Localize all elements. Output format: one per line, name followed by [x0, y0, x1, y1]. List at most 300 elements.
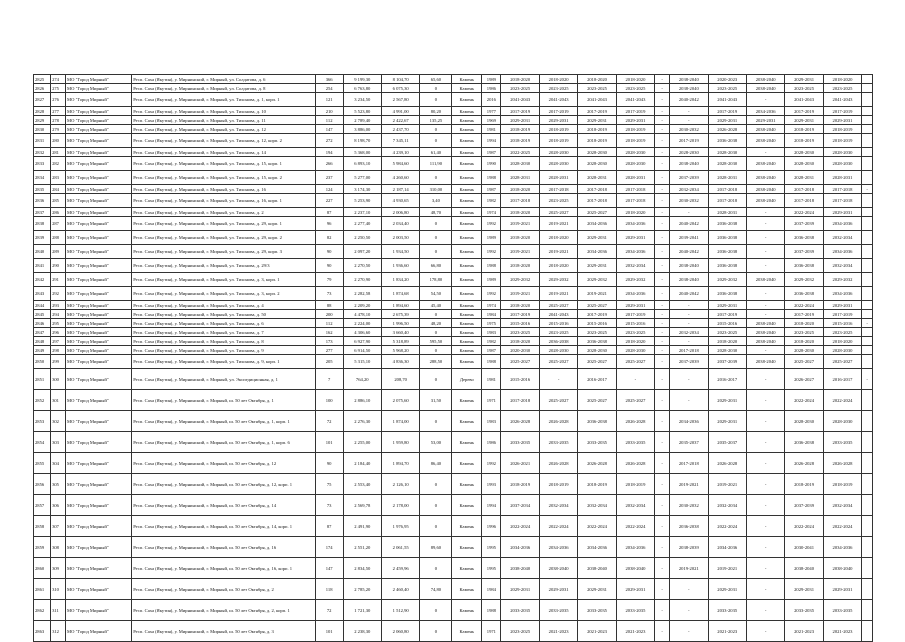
cell-period-9: 2037-2039	[785, 245, 823, 259]
cell-municipality: МО "Город Мирный"	[66, 390, 132, 411]
cell-period-5: -	[655, 558, 670, 579]
cell-nonresidential-area: 0	[420, 369, 452, 390]
cell-municipality: МО "Город Мирный"	[66, 453, 132, 474]
cell-living-area: 3 660,40	[381, 328, 419, 337]
table-row	[34, 495, 873, 516]
cell-wall-material: Камень	[452, 474, 482, 495]
cell-period-2: 2033-2035	[539, 600, 577, 621]
cell-residents: 87	[315, 516, 343, 537]
cell-period-1: 2018-2020	[501, 75, 539, 84]
cell-nonresidential-area: 0	[420, 474, 452, 495]
cell-total-area: 2 237,10	[343, 208, 381, 217]
cell-row-number: 2854	[34, 432, 51, 453]
cell-period-3: 2016-2017	[578, 369, 616, 390]
cell-address: Респ. Саха (Якутия), у. Мирнинский, г. Мирный, ул. Тихонова, д. 16	[132, 185, 316, 194]
cell-period-9: 2023-2025	[785, 84, 823, 93]
table-row	[34, 171, 873, 185]
cell-period-4: 2025-2027	[616, 390, 654, 411]
cell-residents: 121	[315, 93, 343, 107]
table-row	[34, 231, 873, 245]
cell-period-10: 2018-2019	[823, 125, 861, 134]
cell-address: Респ. Саха (Якутия), у. Мирнинский, г. Мирный, ул. Тихонова, д. 14	[132, 148, 316, 157]
cell-nonresidential-area: 53,00	[420, 432, 452, 453]
cell-residents: 90	[315, 245, 343, 259]
cell-period-2: 2041-2043	[539, 93, 577, 107]
cell-address: Респ. Саха (Якутия), у. Мирнинский, г. Мирный, ш. 50 лет Октября, д. 16, корп. 1	[132, 558, 316, 579]
cell-period-6: -	[670, 208, 708, 217]
cell-residents: 87	[315, 208, 343, 217]
cell-row-number: 2839	[34, 231, 51, 245]
cell-nonresidential-area: 0	[420, 411, 452, 432]
cell-period-2: 2028-2030	[539, 148, 577, 157]
cell-build-year: 1986	[482, 84, 501, 93]
cell-wall-material: Камень	[452, 245, 482, 259]
cell-build-year: 1987	[482, 346, 501, 355]
cell-living-area: 7 345,11	[381, 134, 419, 148]
cell-total-area: 5 315,10	[343, 355, 381, 369]
cell-residents: 112	[315, 116, 343, 125]
cell-remark	[862, 537, 873, 558]
cell-period-4: 2018-2020	[616, 208, 654, 217]
cell-remark	[862, 245, 873, 259]
cell-period-6: -	[670, 600, 708, 621]
cell-remark	[862, 600, 873, 621]
cell-item-number: 294	[51, 310, 66, 319]
cell-build-year: 1983	[482, 328, 501, 337]
cell-municipality: МО "Город Мирный"	[66, 107, 132, 116]
cell-address: Респ. Саха (Якутия), у. Мирнинский, г. Мирный, ул. Тихонова, д. 3, корп. 2	[132, 287, 316, 301]
cell-address: Респ. Саха (Якутия), у. Мирнинский, г. Мирный, ул. Тихонова, д. 1, корп. 1	[132, 93, 316, 107]
cell-remark	[862, 310, 873, 319]
cell-period-8: -	[746, 495, 784, 516]
cell-living-area: 2 187,14	[381, 185, 419, 194]
cell-residents: 100	[315, 390, 343, 411]
cell-period-2: 2022-2024	[539, 516, 577, 537]
cell-living-area: 1 934,50	[381, 245, 419, 259]
cell-build-year: 1996	[482, 516, 501, 537]
cell-item-number: 296	[51, 328, 66, 337]
cell-period-1: 2033-2035	[501, 600, 539, 621]
cell-living-area: 1 512,90	[381, 600, 419, 621]
cell-period-3: 2029-2032	[578, 273, 616, 287]
cell-period-5: -	[655, 516, 670, 537]
cell-period-5: -	[655, 107, 670, 116]
cell-municipality: МО "Город Мирный"	[66, 346, 132, 355]
cell-period-10: 2023-2025	[823, 328, 861, 337]
cell-living-area: 2 422,67	[381, 116, 419, 125]
cell-build-year: 1992	[482, 245, 501, 259]
cell-period-3: 2034-2036	[578, 537, 616, 558]
cell-period-8: -	[746, 579, 784, 600]
cell-period-9: 2037-2039	[785, 217, 823, 231]
cell-residents: 147	[315, 125, 343, 134]
cell-period-1: 2018-2020	[501, 185, 539, 194]
cell-address: Респ. Саха (Якутия), у. Мирнинский, г. Мирный, ул. Тихонова, д. 9	[132, 346, 316, 355]
cell-period-7: 2029-2031	[708, 116, 746, 125]
cell-nonresidential-area: 0	[420, 134, 452, 148]
cell-period-1: 2022-2025	[501, 148, 539, 157]
cell-period-4: 2028-2030	[616, 148, 654, 157]
cell-municipality: МО "Город Мирный"	[66, 116, 132, 125]
cell-row-number: 2840	[34, 245, 51, 259]
cell-period-6: -	[670, 337, 708, 346]
cell-period-1: 2028-2031	[501, 171, 539, 185]
cell-total-area: 2 250,50	[343, 231, 381, 245]
cell-period-3: 2028-2030	[578, 148, 616, 157]
cell-period-7: 2032-2034	[708, 495, 746, 516]
cell-period-8: 2038-2040	[746, 75, 784, 84]
cell-period-10: 2029-2031	[823, 579, 861, 600]
cell-wall-material: Камень	[452, 355, 482, 369]
cell-period-1: 2029-2031	[501, 116, 539, 125]
table-row	[34, 579, 873, 600]
cell-period-6: 2030-2032	[670, 125, 708, 134]
cell-wall-material: Камень	[452, 84, 482, 93]
cell-period-10: 2022-2024	[823, 516, 861, 537]
cell-period-10: 2034-2036	[823, 245, 861, 259]
cell-item-number: 276	[51, 93, 66, 107]
cell-remark	[862, 125, 873, 134]
cell-row-number: 2856	[34, 474, 51, 495]
cell-period-6: -	[670, 621, 708, 642]
cell-period-7: 2041-2043	[708, 93, 746, 107]
cell-item-number: 292	[51, 287, 66, 301]
cell-item-number: 287	[51, 217, 66, 231]
cell-residents: 205	[315, 355, 343, 369]
cell-remark	[862, 217, 873, 231]
cell-build-year: 1989	[482, 273, 501, 287]
cell-wall-material: Камень	[452, 453, 482, 474]
cell-period-2: 2018-2020	[539, 75, 577, 84]
cell-remark	[862, 516, 873, 537]
cell-item-number: 281	[51, 148, 66, 157]
cell-wall-material: Камень	[452, 231, 482, 245]
cell-period-9: 2028-2030	[785, 346, 823, 355]
cell-period-9: 2018-2020	[785, 319, 823, 328]
cell-period-8: 2038-2040	[746, 319, 784, 328]
cell-total-area: 5 368,00	[343, 148, 381, 157]
cell-municipality: МО "Город Мирный"	[66, 621, 132, 642]
cell-row-number: 2827	[34, 93, 51, 107]
cell-wall-material: Камень	[452, 134, 482, 148]
cell-total-area: 2 270,90	[343, 273, 381, 287]
cell-period-2: 2018-2019	[539, 474, 577, 495]
cell-total-area: 2 097,20	[343, 245, 381, 259]
cell-nonresidential-area: 3,40	[420, 194, 452, 208]
cell-period-6: 2017-2018	[670, 346, 708, 355]
cell-period-6: 2038-2040	[670, 84, 708, 93]
cell-remark	[862, 474, 873, 495]
cell-period-7: 2017-2019	[708, 107, 746, 116]
cell-period-6: 2032-2034	[670, 328, 708, 337]
cell-period-1: 2015-2016	[501, 369, 539, 390]
cell-period-5: -	[655, 273, 670, 287]
cell-living-area: 2 061,55	[381, 537, 419, 558]
cell-period-2: 2019-2021	[539, 245, 577, 259]
cell-nonresidential-area: 111,90	[420, 157, 452, 171]
cell-period-4: 2023-2025	[616, 84, 654, 93]
cell-period-6: 2038-2040	[670, 157, 708, 171]
cell-residents: 72	[315, 411, 343, 432]
cell-address: Респ. Саха (Якутия), у. Мирнинский, г. Мирный, ш. 50 лет Октября, д. 12, корп. 1	[132, 474, 316, 495]
cell-period-9: 2017-2019	[785, 107, 823, 116]
cell-row-number: 2830	[34, 125, 51, 134]
cell-period-7: 2023-2025	[708, 84, 746, 93]
cell-wall-material: Камень	[452, 537, 482, 558]
cell-address: Респ. Саха (Якутия), у. Мирнинский, г. Мирный, ул. Тихонова, д. 29/3	[132, 259, 316, 273]
cell-period-10: 2017-2019	[823, 310, 861, 319]
cell-period-3: 2018-2020	[578, 75, 616, 84]
cell-nonresidential-area: 0	[420, 346, 452, 355]
cell-period-7: 2017-2018	[708, 185, 746, 194]
table-row	[34, 148, 873, 157]
cell-period-6: 2034-2036	[670, 411, 708, 432]
cell-period-7: 2028-2030	[708, 346, 746, 355]
cell-nonresidential-area: 288,50	[420, 355, 452, 369]
cell-period-6: 2038-2040	[670, 259, 708, 273]
cell-address: Респ. Саха (Якутия), у. Мирнинский, г. Мирный, ш. 50 лет Октября, д. 14	[132, 495, 316, 516]
cell-row-number: 2846	[34, 319, 51, 328]
cell-living-area: 4 260,60	[381, 171, 419, 185]
cell-period-2: 2018-2020	[539, 259, 577, 273]
cell-nonresidential-area: 0	[420, 558, 452, 579]
cell-period-7: 2026-2028	[708, 125, 746, 134]
cell-municipality: МО "Город Мирный"	[66, 600, 132, 621]
cell-address: Респ. Саха (Якутия), у. Мирнинский, г. Мирный, ул. Тихонова, д. 10	[132, 107, 316, 116]
cell-period-2: 2028-2030	[539, 157, 577, 171]
cell-period-6: -	[670, 319, 708, 328]
cell-period-9: 2036-2038	[785, 287, 823, 301]
cell-period-10: 2029-2031	[823, 116, 861, 125]
cell-period-1: 2017-2018	[501, 194, 539, 208]
cell-period-9: 2030-2041	[785, 537, 823, 558]
cell-period-7: 2019-2021	[708, 558, 746, 579]
cell-period-6: 2040-2042	[670, 287, 708, 301]
cell-residents: 82	[315, 231, 343, 245]
cell-period-3: 2038-2040	[578, 558, 616, 579]
cell-period-7: 2034-2036	[708, 537, 746, 558]
cell-item-number: 312	[51, 621, 66, 642]
cell-period-4: 2017-2019	[616, 107, 654, 116]
cell-row-number: 2853	[34, 411, 51, 432]
cell-period-6: 2038-2040	[670, 75, 708, 84]
cell-period-4: 2034-2036	[616, 537, 654, 558]
cell-period-6: 2037-2039	[670, 171, 708, 185]
cell-wall-material: Камень	[452, 125, 482, 134]
cell-period-4: 2029-2031	[616, 116, 654, 125]
cell-wall-material: Камень	[452, 319, 482, 328]
cell-remark	[862, 93, 873, 107]
cell-period-2: 2017-2018	[539, 185, 577, 194]
cell-period-5: -	[655, 369, 670, 390]
cell-period-7: 2037-2039	[708, 355, 746, 369]
cell-row-number: 2834	[34, 171, 51, 185]
cell-item-number: 303	[51, 432, 66, 453]
cell-period-9: 2022-2024	[785, 208, 823, 217]
cell-total-area: 2 789,40	[343, 116, 381, 125]
cell-period-4: 2029-2031	[616, 579, 654, 600]
cell-period-5: -	[655, 537, 670, 558]
table-row	[34, 355, 873, 369]
cell-period-10: 2028-2030	[823, 157, 861, 171]
cell-total-area: 6 763,80	[343, 84, 381, 93]
cell-total-area: 5 523,80	[343, 107, 381, 116]
cell-period-1: 2017-2019	[501, 107, 539, 116]
cell-address: Респ. Саха (Якутия), у. Мирнинский, г. Мирный, ул. Тихонова, д. 8	[132, 337, 316, 346]
cell-build-year: 1995	[482, 537, 501, 558]
cell-period-9: 2028-2030	[785, 157, 823, 171]
cell-period-8: 2038-2040	[746, 171, 784, 185]
cell-municipality: МО "Город Мирный"	[66, 75, 132, 84]
cell-period-10: 2033-2035	[823, 432, 861, 453]
cell-period-4: -	[616, 369, 654, 390]
cell-residents: 73	[315, 495, 343, 516]
cell-period-10: 2025-2027	[823, 355, 861, 369]
cell-row-number: 2831	[34, 134, 51, 148]
cell-period-8: -	[746, 369, 784, 390]
cell-period-2: 2036-2038	[539, 337, 577, 346]
cell-period-2: 2015-2016	[539, 319, 577, 328]
cell-municipality: МО "Город Мирный"	[66, 125, 132, 134]
cell-address: Респ. Саха (Якутия), у. Мирнинский, г. Мирный, ул. Тихонова, д. 4	[132, 301, 316, 310]
cell-remark: -	[862, 319, 873, 328]
cell-period-8: -	[746, 432, 784, 453]
cell-address: Респ. Саха (Якутия), у. Мирнинский, г. Мирный, ш. 50 лет Октября, д. 14, корп. 1	[132, 516, 316, 537]
cell-total-area: 3 234,50	[343, 93, 381, 107]
cell-residents: 75	[315, 474, 343, 495]
cell-living-area: 2 034,40	[381, 217, 419, 231]
cell-period-7: 2021-2023	[708, 621, 746, 642]
cell-period-2: 2032-2034	[539, 495, 577, 516]
cell-period-9: 2029-2032	[785, 273, 823, 287]
cell-row-number: 2843	[34, 287, 51, 301]
cell-period-9: 2018-2019	[785, 134, 823, 148]
cell-period-4: 2029-2031	[616, 231, 654, 245]
cell-remark	[862, 432, 873, 453]
cell-period-6: -	[670, 369, 708, 390]
cell-living-area: 2 006,80	[381, 208, 419, 217]
cell-period-1: 2018-2019	[501, 474, 539, 495]
cell-address: Респ. Саха (Якутия), у. Мирнинский, г. Мирный, ш. 50 лет Октября, д. 2, корп. 1	[132, 600, 316, 621]
cell-period-4: 2017-2018	[616, 194, 654, 208]
cell-period-5: -	[655, 84, 670, 93]
cell-municipality: МО "Город Мирный"	[66, 231, 132, 245]
cell-residents: 210	[315, 107, 343, 116]
cell-period-7: 2022-2024	[708, 516, 746, 537]
cell-residents: 90	[315, 453, 343, 474]
cell-residents: 88	[315, 301, 343, 310]
cell-period-6: 2032-2034	[670, 185, 708, 194]
cell-period-1: 2018-2020	[501, 259, 539, 273]
cell-period-1: 2037-2034	[501, 495, 539, 516]
cell-wall-material: Камень	[452, 107, 482, 116]
cell-residents: 101	[315, 432, 343, 453]
cell-address: Респ. Саха (Якутия), у. Мирнинский, г. Мирный, ул. Тихонова, д. 7	[132, 328, 316, 337]
cell-item-number: 307	[51, 516, 66, 537]
cell-period-8: -	[746, 621, 784, 642]
cell-total-area: 2 276,30	[343, 411, 381, 432]
cell-row-number: 2828	[34, 107, 51, 116]
cell-build-year: 1990	[482, 157, 501, 171]
cell-period-7: 2029-2031	[708, 579, 746, 600]
table-row	[34, 301, 873, 310]
cell-remark	[862, 84, 873, 93]
cell-living-area: 5 968,20	[381, 346, 419, 355]
cell-period-2: 2026-2028	[539, 411, 577, 432]
cell-period-4: 2023-2025	[616, 328, 654, 337]
table-row	[34, 208, 873, 217]
cell-row-number: 2829	[34, 116, 51, 125]
cell-build-year: 1969	[482, 116, 501, 125]
cell-period-9: 2028-2030	[785, 148, 823, 157]
cell-period-2: 2041-2043	[539, 310, 577, 319]
cell-period-8: -	[746, 411, 784, 432]
table-row	[34, 84, 873, 93]
cell-period-7: 2028-2030	[708, 148, 746, 157]
cell-period-10: 2017-2018	[823, 194, 861, 208]
cell-address: Респ. Саха (Якутия), у. Мирнинский, г. Мирный, ул. Тихонова, д. 15, корп. 1	[132, 157, 316, 171]
cell-period-2: -	[539, 369, 577, 390]
cell-period-1: 2022-2024	[501, 516, 539, 537]
cell-nonresidential-area: 54,50	[420, 287, 452, 301]
cell-row-number: 2833	[34, 157, 51, 171]
table-row	[34, 537, 873, 558]
cell-period-8: -	[746, 301, 784, 310]
cell-living-area: 4 991,00	[381, 107, 419, 116]
cell-period-2: 2029-2032	[539, 273, 577, 287]
cell-period-8: 2038-2040	[746, 328, 784, 337]
cell-nonresidential-area: 0	[420, 93, 452, 107]
cell-period-5: -	[655, 495, 670, 516]
cell-period-8: -	[746, 537, 784, 558]
cell-build-year: 1992	[482, 453, 501, 474]
cell-residents: 72	[315, 600, 343, 621]
cell-period-10: 2016-2017	[823, 369, 861, 390]
cell-period-8: -	[746, 245, 784, 259]
cell-period-10: 2023-2025	[823, 84, 861, 93]
cell-period-3: 2017-2019	[578, 310, 616, 319]
cell-total-area: 4 306,60	[343, 328, 381, 337]
cell-period-10: 2017-2019	[823, 107, 861, 116]
cell-wall-material: Камень	[452, 495, 482, 516]
cell-period-3: 2028-2030	[578, 346, 616, 355]
cell-period-8: -	[746, 217, 784, 231]
cell-period-5: -	[655, 337, 670, 346]
table-row	[34, 319, 873, 328]
cell-period-9: 2017-2018	[785, 194, 823, 208]
cell-period-8: 2038-2040	[746, 273, 784, 287]
cell-period-3: 2021-2023	[578, 621, 616, 642]
cell-period-7: 2029-2031	[708, 301, 746, 310]
cell-municipality: МО "Город Мирный"	[66, 287, 132, 301]
cell-period-8: -	[746, 287, 784, 301]
cell-build-year: 1995	[482, 558, 501, 579]
cell-period-5: -	[655, 319, 670, 328]
cell-residents: 227	[315, 194, 343, 208]
cell-municipality: МО "Город Мирный"	[66, 208, 132, 217]
cell-residents: 79	[315, 273, 343, 287]
cell-municipality: МО "Город Мирный"	[66, 93, 132, 107]
cell-item-number: 285	[51, 194, 66, 208]
cell-build-year: 1977	[482, 107, 501, 116]
table-row	[34, 369, 873, 390]
cell-remark	[862, 390, 873, 411]
cell-municipality: МО "Город Мирный"	[66, 411, 132, 432]
cell-wall-material: Камень	[452, 600, 482, 621]
cell-period-8: -	[746, 390, 784, 411]
cell-period-10: 2028-2030	[823, 346, 861, 355]
cell-row-number: 2835	[34, 185, 51, 194]
